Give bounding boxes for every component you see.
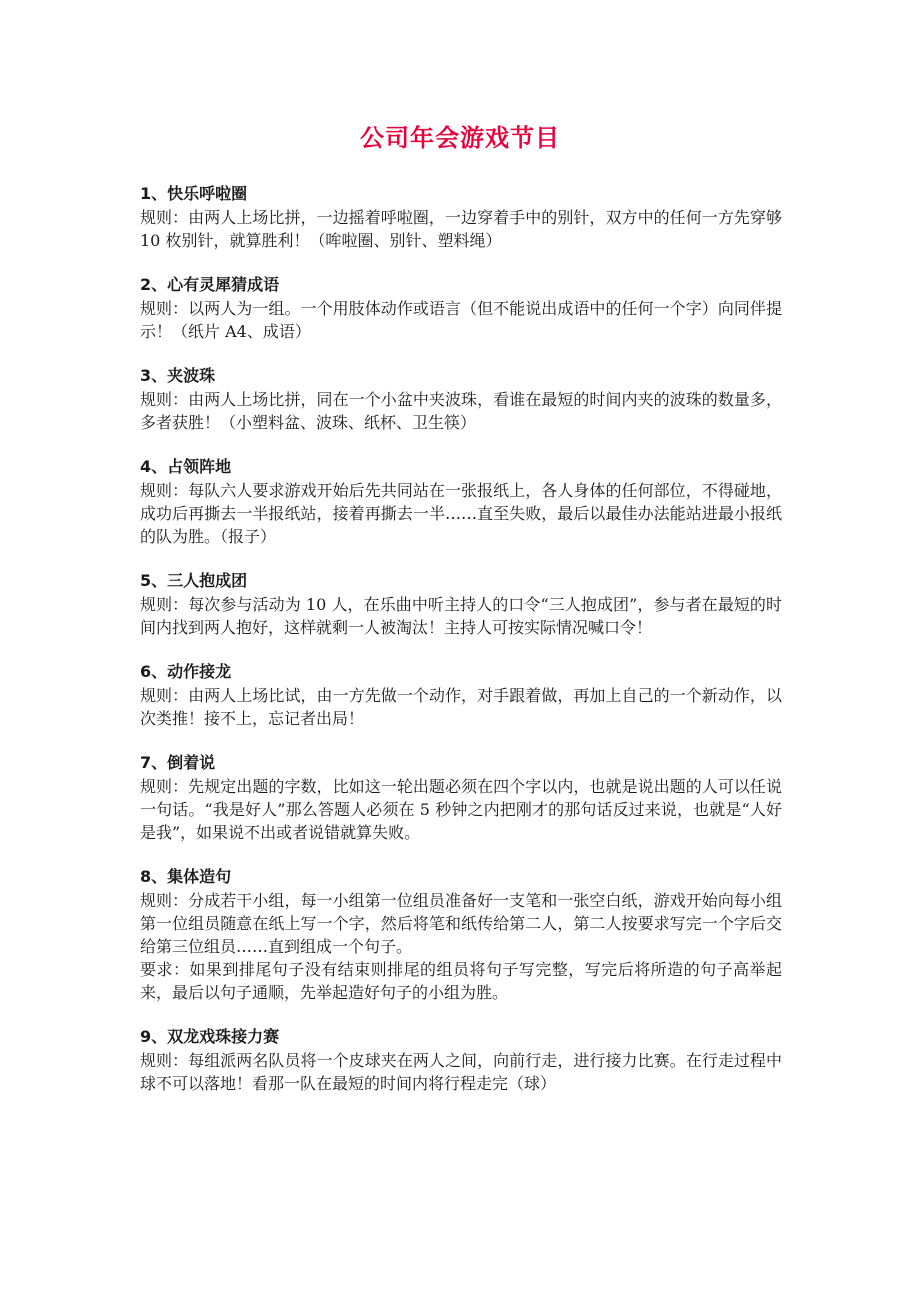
game-section-8 [140, 865, 782, 1004]
game-section-1 [140, 182, 782, 252]
section-heading: 2、心有灵犀猜成语 [140, 275, 280, 294]
game-section-5 [140, 569, 782, 639]
rule-paragraph: 规则：以两人为一组。一个用肢体动作或语言（但不能说出成语中的任何一个字）向同伴提示！（纸片 A4、成语） [140, 299, 782, 341]
section-heading: 5、三人抱成团 [140, 571, 248, 590]
rule-paragraph: 规则：由两人上场比试，由一方先做一个动作，对手跟着做，再加上自己的一个新动作，以次类推！接不上，忘记者出局！ [140, 686, 782, 728]
game-section-9 [140, 1025, 782, 1095]
game-section-7 [140, 751, 782, 844]
game-section-3 [140, 364, 782, 434]
game-section-4 [140, 455, 782, 548]
rule-paragraph: 规则：每组派两名队员将一个皮球夹在两人之间，向前行走，进行接力比赛。在行走过程中球不可以落地！看那一队在最短的时间内将行程走完（球） [140, 1051, 782, 1093]
rule-paragraph: 规则：每队六人要求游戏开始后先共同站在一张报纸上，各人身体的任何部位，不得碰地，成功后再撕去一半报纸站，接着再撕去一半……直至失败，最后以最佳办法能站进最小报纸的队为胜。（报子） [140, 481, 782, 546]
rule-paragraph: 规则：由两人上场比拼，一边摇着呼啦圈，一边穿着手中的别针，双方中的任何一方先穿够 10 枚别针，就算胜利！（哞啦圈、别针、塑料绳） [140, 208, 782, 250]
section-heading: 8、集体造句 [140, 867, 232, 886]
requirement-paragraph: 要求：如果到排尾句子没有结束则排尾的组员将句子写完整，写完后将所造的句子高举起来，最后以句子通顺，先举起造好句子的小组为胜。 [140, 960, 782, 1002]
section-heading: 6、动作接龙 [140, 662, 232, 681]
section-heading: 4、占领阵地 [140, 457, 232, 476]
rule-paragraph: 规则：先规定出题的字数，比如这一轮出题必须在四个字以内，也就是说出题的人可以任说一句话。“我是好人”那么答题人必须在 5 秒钟之内把刚才的那句话反过来说，也就是“人好是我”，如果说不出或者说错就算失败。 [140, 777, 782, 842]
section-heading: 7、倒着说 [140, 753, 216, 772]
game-section-6 [140, 660, 782, 730]
section-heading: 3、夹波珠 [140, 366, 216, 385]
document-body [140, 182, 782, 1116]
rule-paragraph: 规则：由两人上场比拼，同在一个小盆中夹波珠，看谁在最短的时间内夹的波珠的数量多，多者获胜！（小塑料盆、波珠、纸杯、卫生筷） [140, 390, 782, 432]
game-section-2 [140, 273, 782, 343]
section-heading: 9、双龙戏珠接力赛 [140, 1027, 280, 1046]
section-heading: 1、快乐呼啦圈 [140, 184, 248, 203]
rule-paragraph: 规则：每次参与活动为 10 人，在乐曲中听主持人的口令“三人抱成团”，参与者在最短的时间内找到两人抱好，这样就剩一人被淘汰！主持人可按实际情况喊口令！ [140, 595, 782, 637]
rule-paragraph: 规则：分成若干小组，每一小组第一位组员准备好一支笔和一张空白纸，游戏开始向每小组第一位组员随意在纸上写一个字，然后将笔和纸传给第二人，第二人按要求写完一个字后交给第三位组员……直到组成一个句子。 [140, 891, 782, 956]
document-title: 公司年会游戏节目 [360, 124, 560, 152]
